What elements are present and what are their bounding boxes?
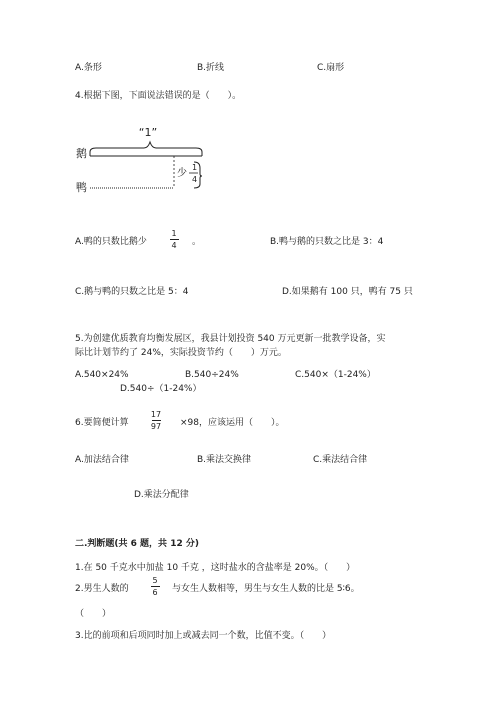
judge-item-1: 1.在 50 千克水中加盐 10 千克 ，这时盐水的含盐率是 20%。（ ） — [75, 563, 356, 573]
q5-option-a: A.540×24% — [75, 370, 129, 380]
q4-option-a-tail: 。 — [192, 237, 202, 247]
q4-figure-frac-num: 1 — [192, 163, 198, 172]
q6-option-d: D.乘法分配律 — [134, 490, 189, 500]
q4-figure-goose-label: 鹅 — [76, 147, 87, 160]
q4-figure-less-label: 少 — [177, 168, 187, 179]
q5-option-d: D.540÷（1-24%） — [120, 384, 202, 394]
q6-option-b: B.乘法交换律 — [197, 455, 252, 465]
q4-option-a-text: A.鸭的只数比鹅少 — [75, 237, 147, 247]
q3-option-a: A.条形 — [75, 63, 102, 73]
q5-option-c: C.540×（1-24%） — [295, 370, 376, 380]
q4-figure-frac-den: 4 — [192, 175, 198, 184]
judge-item-2-frac-den: 6 — [152, 588, 158, 597]
q6-option-c: C.乘法结合律 — [313, 455, 368, 465]
q3-option-c: C.扇形 — [317, 63, 345, 73]
q5-stem-line2: 际比计划节约了 24%，实际投资节约（ ）万元。 — [75, 348, 287, 358]
q6-frac-den: 97 — [150, 422, 162, 431]
q4-figure-duck-label: 鸭 — [76, 181, 87, 194]
q3-option-b: B.折线 — [197, 63, 225, 73]
q4-option-a-frac-den: 4 — [171, 241, 177, 250]
q5-stem-line1: 5.为创建优质教育均衡发展区，我县计划投资 540 万元更新一批教学设备，实 — [75, 334, 386, 344]
q4-stem: 4.根据下图，下面说法错误的是（ ）。 — [75, 91, 242, 101]
q4-option-a-frac-num: 1 — [171, 229, 177, 238]
q4-option-a-fraction — [168, 229, 180, 250]
q6-stem-text: 6.要简便计算 — [75, 418, 129, 428]
q6-fraction — [150, 410, 162, 431]
q4-option-c: C.鹅与鸭的只数之比是 5：4 — [75, 287, 189, 297]
q4-figure-goose-brace — [90, 142, 202, 156]
judge-item-2-text: 2.男生人数的 — [75, 584, 129, 594]
q4-option-b: B.鸭与鹅的只数之比是 3：4 — [270, 237, 384, 247]
q6-stem-tail: ×98，应该运用（ ）。 — [180, 418, 285, 428]
judge-item-2-frac-num: 5 — [152, 576, 158, 585]
q4-figure-one-label: “1” — [138, 126, 158, 139]
q4-figure — [74, 118, 214, 198]
q5-option-b: B.540÷24% — [185, 370, 239, 380]
q6-frac-num: 17 — [150, 410, 162, 419]
judge-item-3: 3.比的前项和后项同时加上或减去同一个数，比值不变。（ ） — [75, 631, 332, 641]
judge-item-2-paren: （ ） — [75, 609, 112, 619]
q6-option-a: A.加法结合律 — [75, 455, 129, 465]
judge-item-2-fraction — [149, 576, 161, 597]
q4-option-d: D.如果鹅有 100 只，鸭有 75 只 — [282, 287, 413, 297]
judge-item-2-tail: 与女生人数相等，男生与女生人数的比是 5∶6。 — [172, 584, 360, 594]
section2-heading: 二.判断题(共 6 题，共 12 分) — [75, 539, 199, 549]
